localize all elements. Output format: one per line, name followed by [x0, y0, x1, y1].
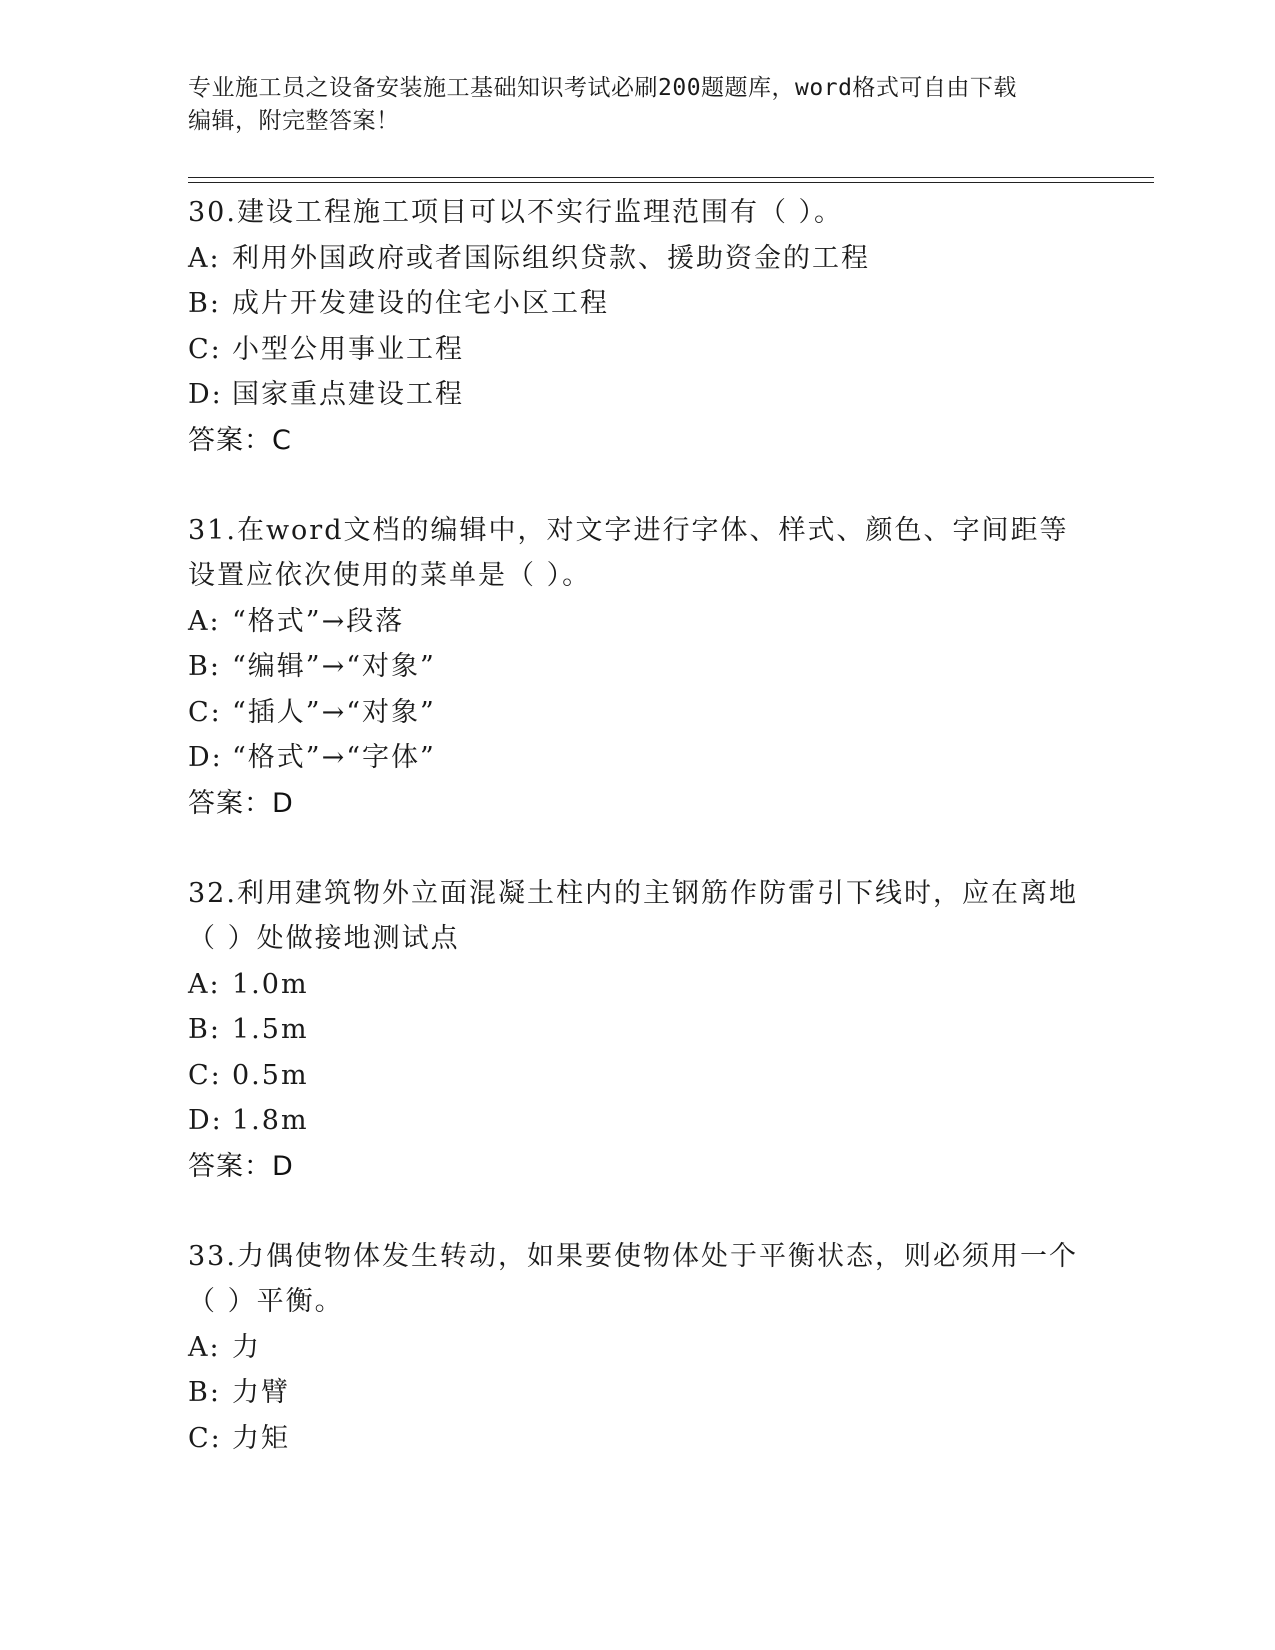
option-key: D: — [188, 379, 223, 410]
answer-option — [188, 1007, 1088, 1053]
option-key: C: — [188, 1422, 222, 1454]
document-header — [188, 72, 1088, 138]
option-key: A: — [188, 605, 221, 637]
option-text: 力臂 — [232, 1377, 290, 1408]
option-text: 利用外国政府或者国际组织贷款、援助资金的工程 — [232, 242, 870, 274]
question-block — [188, 871, 1088, 1190]
answer-option — [188, 281, 1088, 327]
option-key: C: — [188, 696, 222, 728]
answer-option — [188, 1370, 1088, 1416]
question-stem: 33.力偶使物体发生转动，如果要使物体处于平衡状态，则必须用一个 — [188, 1240, 1078, 1272]
question-block — [188, 508, 1088, 827]
option-text: 小型公用事业工程 — [232, 333, 464, 365]
answer-option — [188, 1098, 1088, 1144]
option-key: A: — [188, 968, 221, 1000]
option-text: 1.5m — [232, 1014, 309, 1045]
header-line-2: 编辑，附完整答案！ — [188, 108, 400, 134]
answer-option — [188, 236, 1088, 282]
answer-option — [188, 1416, 1088, 1462]
option-key: C: — [188, 333, 222, 365]
answer-option — [188, 599, 1088, 645]
option-key: B: — [188, 1377, 221, 1408]
answer-option — [188, 644, 1088, 690]
answer-option — [188, 372, 1088, 418]
answer-line: 答案：D — [188, 787, 294, 819]
option-text: 1.8m — [232, 1105, 309, 1136]
option-key: C: — [188, 1059, 222, 1091]
option-text: “编辑”→“对象” — [232, 651, 436, 682]
option-text: 成片开发建设的住宅小区工程 — [232, 288, 609, 319]
option-key: B: — [188, 1014, 221, 1045]
answer-option — [188, 1053, 1088, 1099]
question-stem: 设置应依次使用的菜单是（ ）。 — [188, 560, 592, 591]
option-text: “插人”→“对象” — [232, 696, 436, 728]
option-key: D: — [188, 742, 223, 773]
answer-line: 答案：D — [188, 1150, 294, 1182]
answer-option — [188, 690, 1088, 736]
answer-option — [188, 735, 1088, 781]
header-divider-bottom — [188, 182, 1154, 183]
question-stem: 32.利用建筑物外立面混凝土柱内的主钢筋作防雷引下线时，应在离地 — [188, 877, 1078, 909]
question-block — [188, 1234, 1088, 1462]
option-text: “格式”→“字体” — [232, 742, 436, 773]
option-text: “格式”→段落 — [232, 605, 405, 637]
answer-option — [188, 327, 1088, 373]
answer-line: 答案：C — [188, 424, 292, 456]
question-stem: 31.在word文档的编辑中，对文字进行字体、样式、颜色、字间距等 — [188, 514, 1069, 546]
answer-option — [188, 962, 1088, 1008]
question-block — [188, 190, 1088, 464]
question-stem: 30.建设工程施工项目可以不实行监理范围有（ ）。 — [188, 197, 844, 228]
option-text: 力 — [232, 1331, 261, 1363]
option-key: A: — [188, 1331, 221, 1363]
header-divider-top — [188, 177, 1154, 178]
option-text: 力矩 — [232, 1422, 290, 1454]
option-text: 1.0m — [232, 968, 309, 1000]
option-text: 0.5m — [232, 1059, 309, 1091]
option-key: B: — [188, 651, 221, 682]
question-stem: （ ）处做接地测试点 — [188, 923, 460, 954]
answer-option — [188, 1325, 1088, 1371]
question-list — [188, 190, 1088, 1505]
option-key: B: — [188, 288, 221, 319]
option-key: A: — [188, 242, 221, 274]
question-stem: （ ）平衡。 — [188, 1286, 344, 1317]
option-text: 国家重点建设工程 — [232, 379, 464, 410]
header-line-1: 专业施工员之设备安装施工基础知识考试必刷200题题库，word格式可自由下载 — [188, 75, 1017, 101]
option-key: D: — [188, 1105, 223, 1136]
